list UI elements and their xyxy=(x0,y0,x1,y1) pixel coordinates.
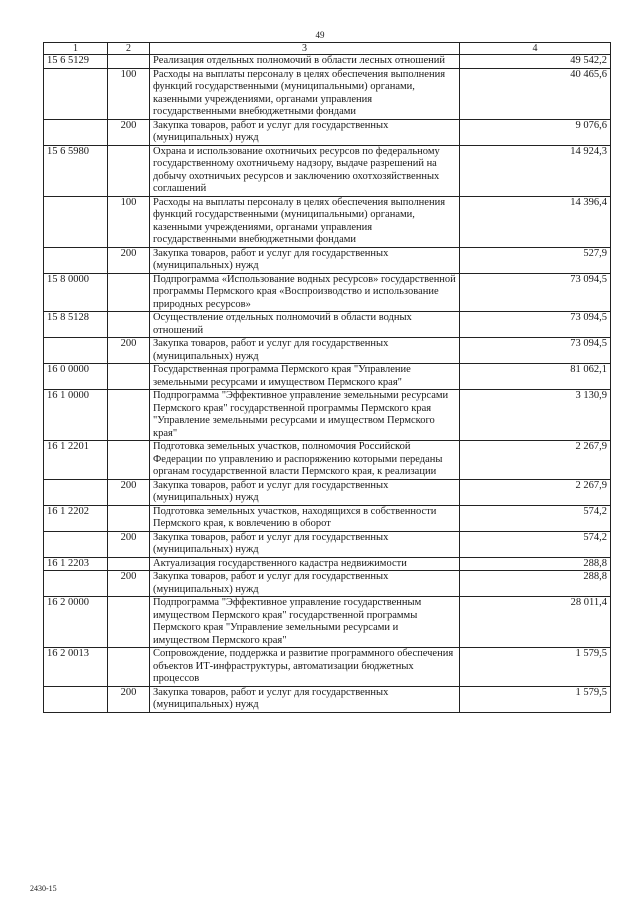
row-amount: 9 076,6 xyxy=(460,119,611,145)
table-row xyxy=(44,273,611,312)
table-row xyxy=(44,441,611,480)
row-expense-type xyxy=(108,557,150,571)
row-description: Закупка товаров, работ и услуг для государственных (муниципальных) нужд xyxy=(150,686,460,712)
header-col-4: 4 xyxy=(460,43,611,55)
table-row xyxy=(44,68,611,119)
row-expense-type: 200 xyxy=(108,247,150,273)
table-row xyxy=(44,571,611,597)
row-expense-type xyxy=(108,597,150,648)
row-code: 15 6 5980 xyxy=(44,145,108,196)
table-row xyxy=(44,479,611,505)
row-description: Расходы на выплаты персоналу в целях обеспечения выполнения функций государственными (муниципальными) органами, казенными учреждениями, органами управления государственными внебюджетными фондами xyxy=(150,196,460,247)
row-code: 16 1 2201 xyxy=(44,441,108,480)
row-description: Государственная программа Пермского края "Управление земельными ресурсами и имуществом Пермского края" xyxy=(150,364,460,390)
row-expense-type xyxy=(108,55,150,69)
row-amount: 2 267,9 xyxy=(460,479,611,505)
row-description: Охрана и использование охотничьих ресурсов по федеральному государственному охотничьему надзору, выдаче разрешений на добычу охотничьих ресурсов и заключению охотхозяйственных соглашений xyxy=(150,145,460,196)
row-code xyxy=(44,119,108,145)
row-description: Закупка товаров, работ и услуг для государственных (муниципальных) нужд xyxy=(150,247,460,273)
row-description: Подготовка земельных участков, полномочия Российской Федерации по управлению и распоряжению которыми переданы органам государственной власти Пермского края, к реализации xyxy=(150,441,460,480)
row-amount: 288,8 xyxy=(460,571,611,597)
row-code xyxy=(44,338,108,364)
table-row xyxy=(44,390,611,441)
row-description: Подпрограмма "Эффективное управление государственным имуществом Пермского края" государственной программы Пермского края "Управление земельными ресурсами и имуществом Пермского края" xyxy=(150,597,460,648)
table-row xyxy=(44,312,611,338)
row-amount: 574,2 xyxy=(460,505,611,531)
row-amount: 1 579,5 xyxy=(460,686,611,712)
row-amount: 28 011,4 xyxy=(460,597,611,648)
row-code xyxy=(44,196,108,247)
page-number: 49 xyxy=(315,30,325,40)
row-expense-type: 200 xyxy=(108,531,150,557)
row-amount: 574,2 xyxy=(460,531,611,557)
header-col-3: 3 xyxy=(150,43,460,55)
row-amount: 527,9 xyxy=(460,247,611,273)
row-description: Закупка товаров, работ и услуг для государственных (муниципальных) нужд xyxy=(150,571,460,597)
row-amount: 73 094,5 xyxy=(460,338,611,364)
row-description: Сопровождение, поддержка и развитие программного обеспечения объектов ИТ-инфраструктуры, автоматизации бюджетных процессов xyxy=(150,648,460,687)
row-expense-type xyxy=(108,312,150,338)
row-code: 16 0 0000 xyxy=(44,364,108,390)
row-description: Подпрограмма "Эффективное управление земельными ресурсами Пермского края" государственной программы Пермского края "Управление земельными ресурсами и имуществом Пермского края" xyxy=(150,390,460,441)
row-code xyxy=(44,571,108,597)
table-row xyxy=(44,686,611,712)
row-expense-type xyxy=(108,145,150,196)
row-amount: 3 130,9 xyxy=(460,390,611,441)
table-row xyxy=(44,145,611,196)
row-description: Закупка товаров, работ и услуг для государственных (муниципальных) нужд xyxy=(150,119,460,145)
row-description: Закупка товаров, работ и услуг для государственных (муниципальных) нужд xyxy=(150,479,460,505)
row-amount: 1 579,5 xyxy=(460,648,611,687)
row-code xyxy=(44,531,108,557)
row-amount: 40 465,6 xyxy=(460,68,611,119)
row-expense-type xyxy=(108,648,150,687)
row-expense-type: 100 xyxy=(108,196,150,247)
row-expense-type xyxy=(108,441,150,480)
row-amount: 81 062,1 xyxy=(460,364,611,390)
row-code: 15 8 5128 xyxy=(44,312,108,338)
table-row xyxy=(44,196,611,247)
row-expense-type: 200 xyxy=(108,571,150,597)
table-row xyxy=(44,531,611,557)
row-expense-type: 200 xyxy=(108,479,150,505)
row-description: Закупка товаров, работ и услуг для государственных (муниципальных) нужд xyxy=(150,531,460,557)
row-code: 16 2 0000 xyxy=(44,597,108,648)
table-body xyxy=(44,55,611,713)
row-expense-type xyxy=(108,505,150,531)
row-code: 16 1 2203 xyxy=(44,557,108,571)
table-row xyxy=(44,247,611,273)
table-row xyxy=(44,597,611,648)
table-row xyxy=(44,55,611,69)
row-amount: 73 094,5 xyxy=(460,273,611,312)
table-header-row xyxy=(44,43,611,55)
table-row xyxy=(44,364,611,390)
row-expense-type: 200 xyxy=(108,338,150,364)
row-code xyxy=(44,479,108,505)
row-code xyxy=(44,247,108,273)
row-description: Реализация отдельных полномочий в области лесных отношений xyxy=(150,55,460,69)
row-expense-type: 200 xyxy=(108,686,150,712)
row-amount: 14 924,3 xyxy=(460,145,611,196)
table-row xyxy=(44,119,611,145)
row-description: Подпрограмма «Использование водных ресурсов» государственной программы Пермского края «Воспроизводство и использование природных ресурсов» xyxy=(150,273,460,312)
row-amount: 73 094,5 xyxy=(460,312,611,338)
row-amount: 14 396,4 xyxy=(460,196,611,247)
row-code xyxy=(44,686,108,712)
table-row xyxy=(44,557,611,571)
row-expense-type xyxy=(108,390,150,441)
header-col-2: 2 xyxy=(108,43,150,55)
row-code: 15 8 0000 xyxy=(44,273,108,312)
row-description: Расходы на выплаты персоналу в целях обеспечения выполнения функций государственными (муниципальными) органами, казенными учреждениями, органами управления государственными внебюджетными фондами xyxy=(150,68,460,119)
row-description: Актуализация государственного кадастра недвижимости xyxy=(150,557,460,571)
row-amount: 49 542,2 xyxy=(460,55,611,69)
row-expense-type xyxy=(108,273,150,312)
table-row xyxy=(44,648,611,687)
row-code: 15 6 5129 xyxy=(44,55,108,69)
row-expense-type: 200 xyxy=(108,119,150,145)
footer-code: 2430-15 xyxy=(30,884,57,893)
row-amount: 2 267,9 xyxy=(460,441,611,480)
row-expense-type: 100 xyxy=(108,68,150,119)
table-row xyxy=(44,505,611,531)
header-col-1: 1 xyxy=(44,43,108,55)
row-description: Осуществление отдельных полномочий в области водных отношений xyxy=(150,312,460,338)
row-code: 16 2 0013 xyxy=(44,648,108,687)
row-code xyxy=(44,68,108,119)
row-expense-type xyxy=(108,364,150,390)
table-row xyxy=(44,338,611,364)
row-description: Закупка товаров, работ и услуг для государственных (муниципальных) нужд xyxy=(150,338,460,364)
row-code: 16 1 0000 xyxy=(44,390,108,441)
budget-table xyxy=(43,42,611,713)
row-code: 16 1 2202 xyxy=(44,505,108,531)
row-description: Подготовка земельных участков, находящихся в собственности Пермского края, к вовлечению в оборот xyxy=(150,505,460,531)
row-amount: 288,8 xyxy=(460,557,611,571)
